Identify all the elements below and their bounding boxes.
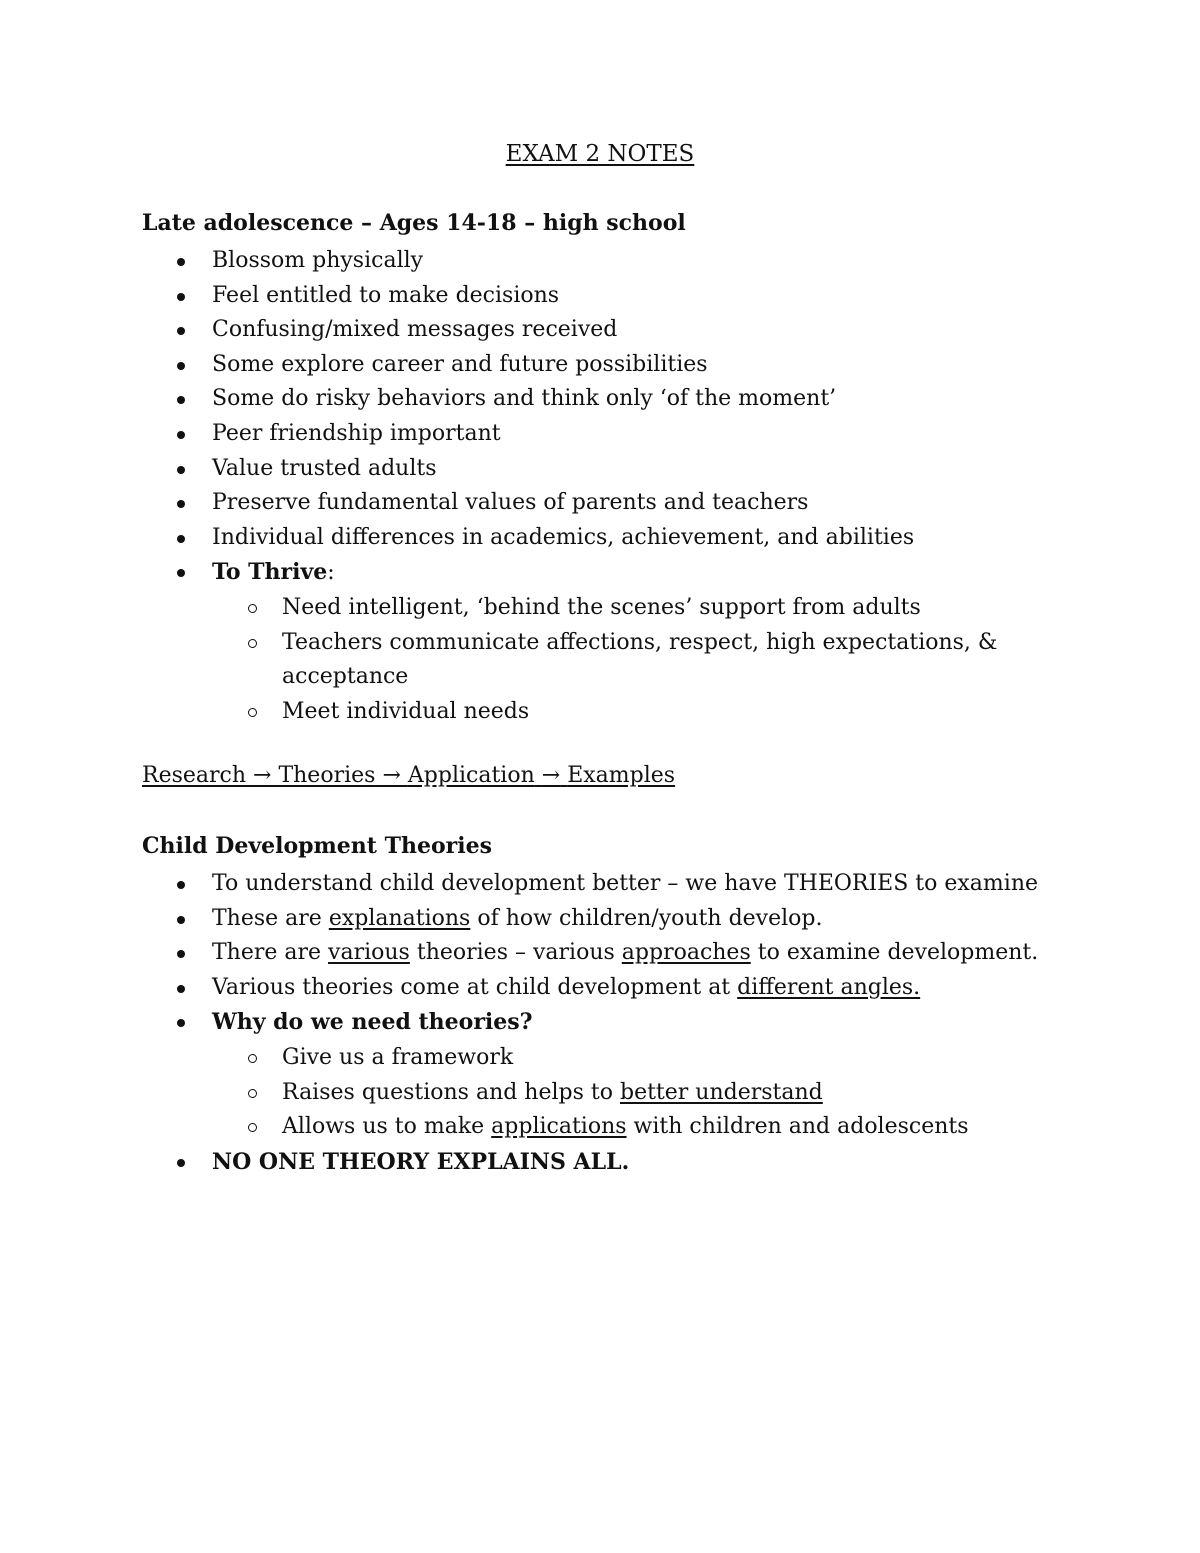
list-item: Preserve fundamental values of parents and teachers [0, 486, 1012, 521]
list-item: Individual differences in academics, achievement, and abilities [0, 521, 1012, 556]
underlined-text: explanations [328, 905, 471, 931]
underlined-text: applications [491, 1114, 627, 1140]
list-item-to-thrive [0, 555, 1012, 729]
list-item: Confusing/mixed messages received [0, 313, 1012, 348]
to-thrive-colon: : [327, 560, 335, 586]
underlined-text: different angles. [737, 974, 921, 1000]
section-heading-child-development: Child Development Theories [142, 833, 492, 859]
late-adolescence-list [0, 244, 1012, 729]
underlined-text: various [328, 940, 410, 966]
child-development-list [0, 867, 1039, 1179]
list-item: Value trusted adults [0, 452, 1012, 487]
research-flow-line [142, 763, 675, 788]
flow-examples: Examples [567, 763, 676, 788]
list-item: Peer friendship important [0, 417, 1012, 452]
flow-theories: Theories [278, 763, 376, 788]
to-thrive-sublist [212, 591, 1012, 729]
page-title: EXAM 2 NOTES [505, 141, 695, 167]
list-item: To understand child development better – we have THEORIES to examine [0, 867, 1012, 902]
underlined-text: approaches [621, 940, 751, 966]
list-item: Feel entitled to make decisions [0, 279, 1012, 314]
list-item: Blossom physically [0, 244, 1012, 279]
to-thrive-label: To Thrive [212, 559, 328, 586]
section-heading-late-adolescence: Late adolescence – Ages 14-18 – high school [142, 210, 686, 236]
why-theories-label: Why do we need theories? [212, 1009, 533, 1036]
list-item: Some do risky behaviors and think only ‘of the moment’ [0, 382, 1012, 417]
list-item: There are various theories – various approaches to examine development. [0, 936, 1012, 971]
underlined-text: better understand [619, 1079, 823, 1105]
sub-list-item: Give us a framework [282, 1041, 1002, 1076]
arrow-icon: → [541, 763, 561, 788]
sub-list-item: Need intelligent, ‘behind the scenes’ support from adults [282, 591, 1002, 626]
sub-list-item: Raises questions and helps to better understand [282, 1076, 1002, 1111]
list-item: Various theories come at child development at different angles. [0, 971, 1012, 1006]
why-theories-sublist [212, 1041, 1012, 1145]
sub-list-item: Allows us to make applications with children and adolescents [282, 1110, 1002, 1145]
list-item-no-one-theory: NO ONE THEORY EXPLAINS ALL. [0, 1145, 1012, 1180]
arrow-icon: → [253, 763, 272, 788]
list-item: These are explanations of how children/youth develop. [0, 902, 1012, 937]
arrow-icon: → [382, 763, 401, 788]
flow-application: Application [407, 763, 535, 788]
sub-list-item: Teachers communicate affections, respect, high expectations, & acceptance [282, 626, 1002, 695]
list-item-why-theories [0, 1005, 1012, 1144]
flow-research: Research [142, 763, 247, 788]
sub-list-item: Meet individual needs [282, 695, 1002, 730]
list-item: Some explore career and future possibilities [0, 348, 1012, 383]
